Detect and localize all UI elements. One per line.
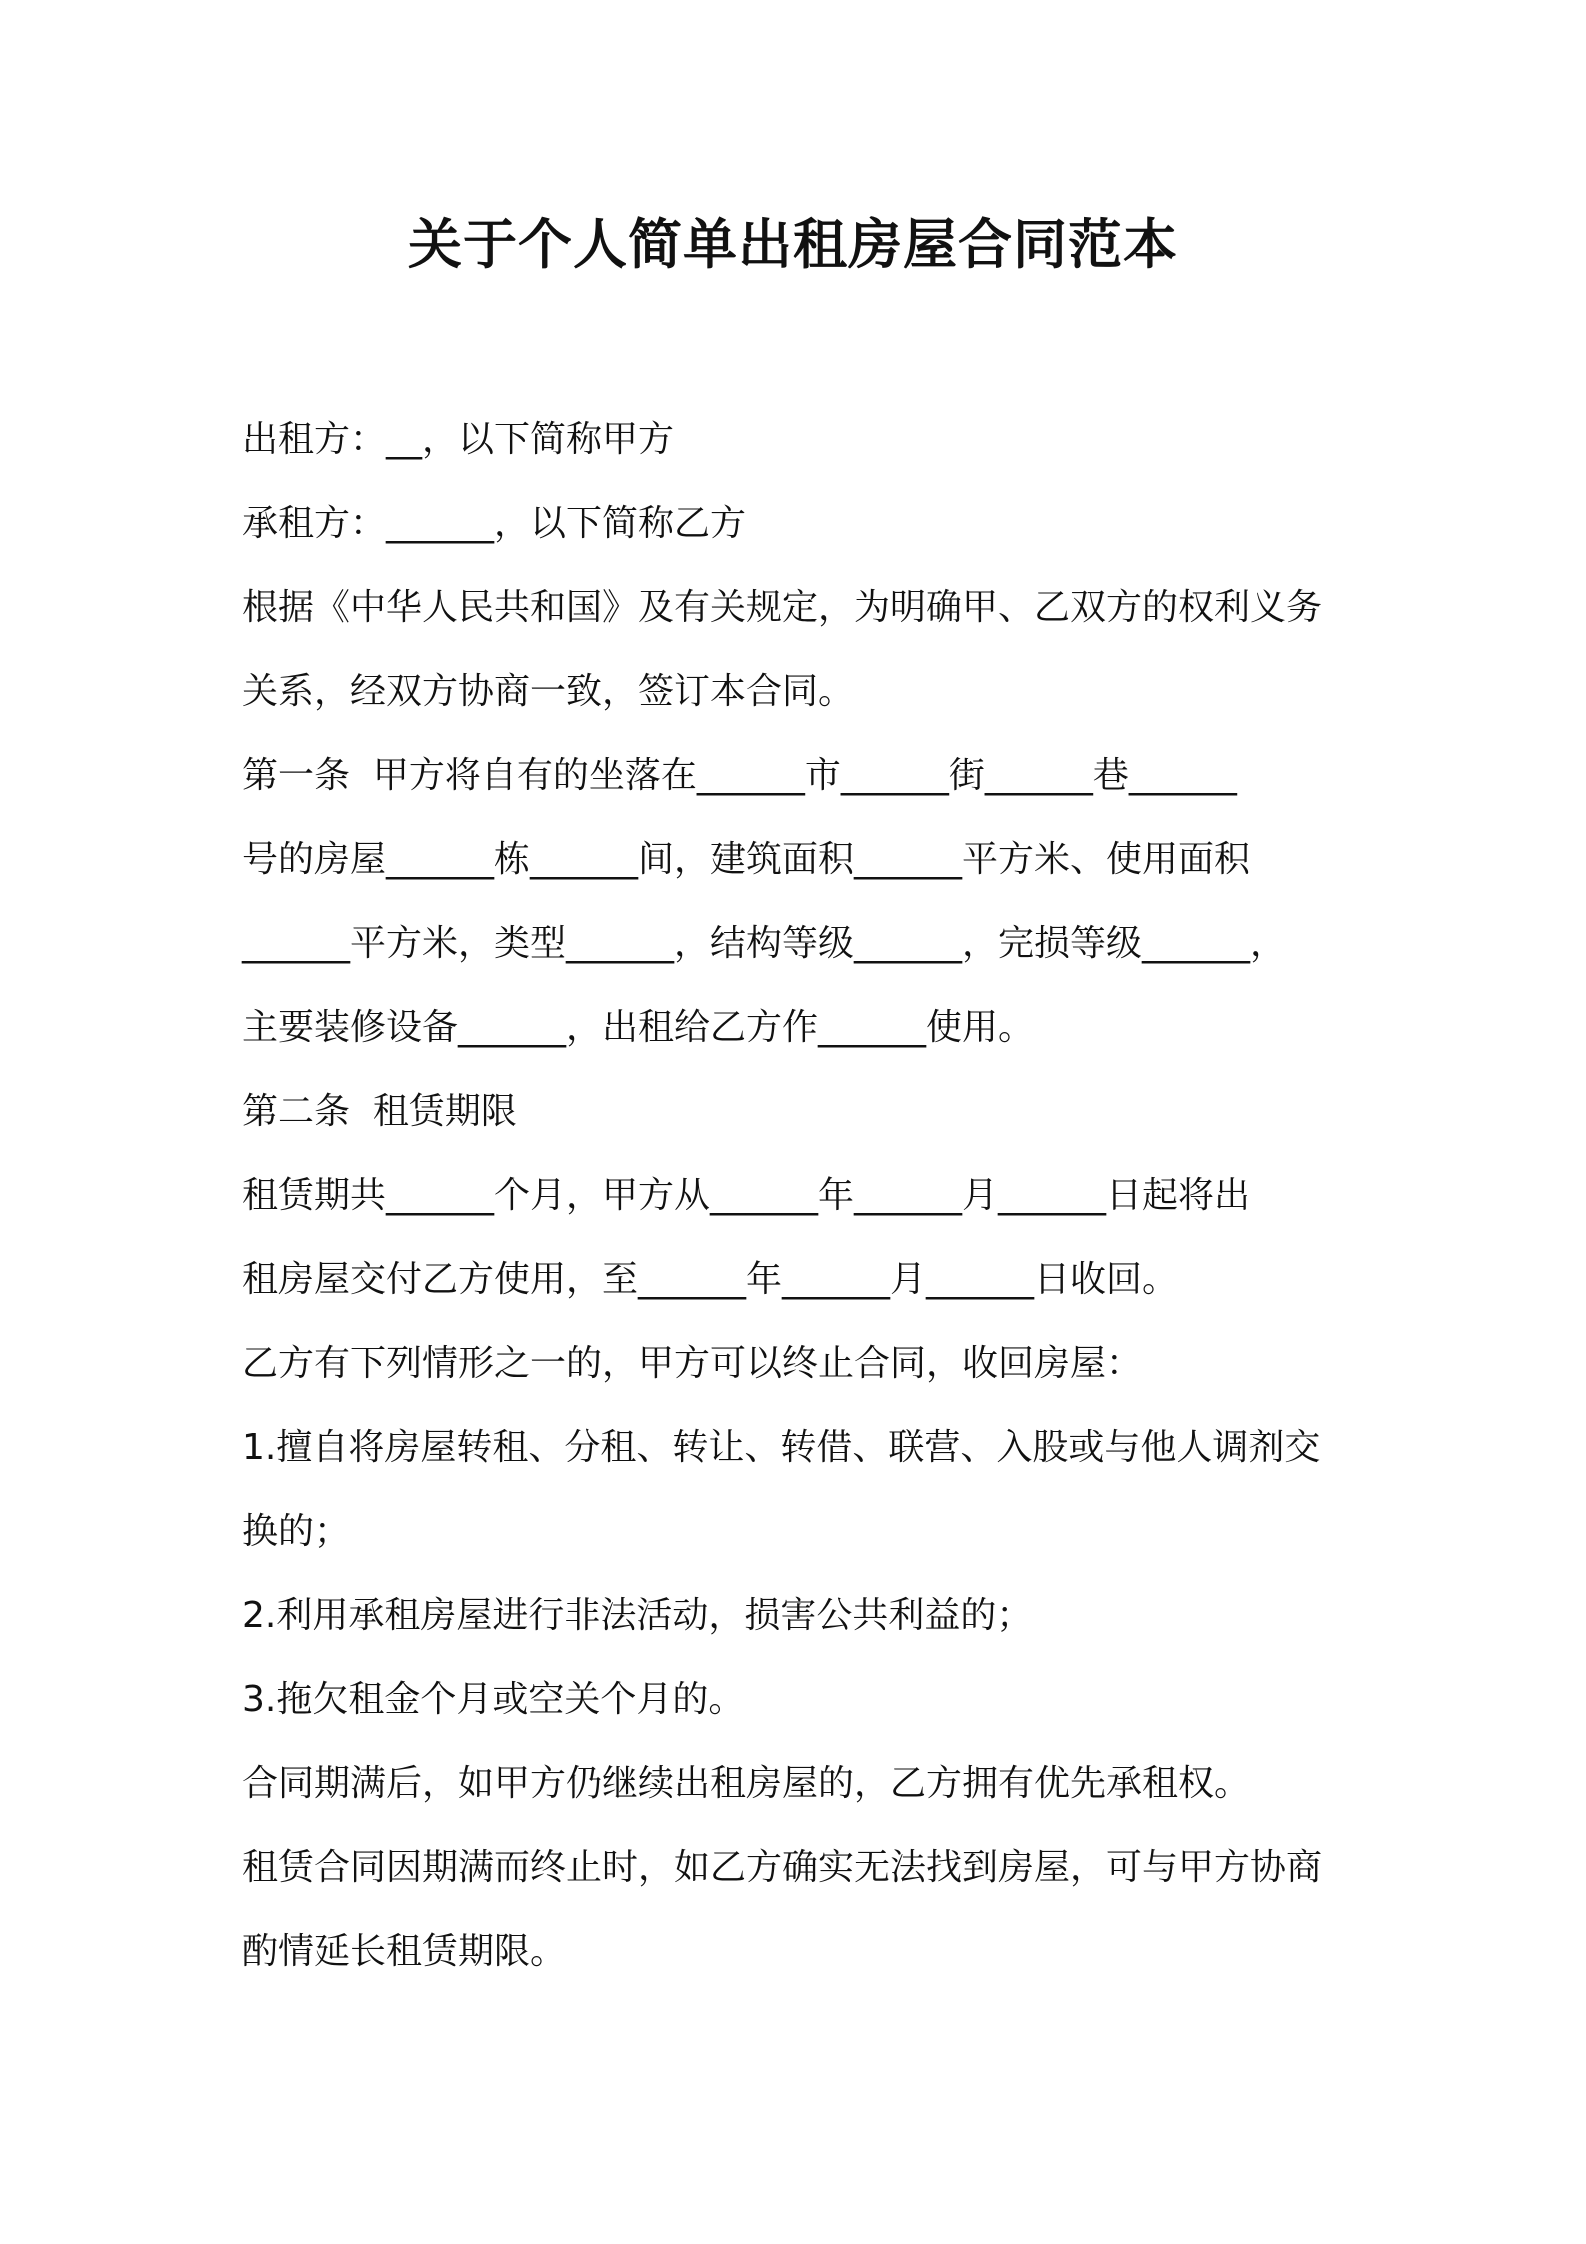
extension-line-2: 酌情延长租赁期限。 bbox=[242, 1931, 567, 1972]
preamble-line-2: 关系，经双方协商一致，签订本合同。 bbox=[242, 671, 855, 712]
article-1-line-3: ______平方米，类型______，结构等级______，完损等级______， bbox=[242, 923, 1287, 964]
document-body bbox=[242, 398, 1372, 1994]
termination-item-1-line-1: 1.擅自将房屋转租、分租、转让、转借、联营、入股或与他人调剂交 bbox=[242, 1427, 1321, 1468]
article-2-heading: 第二条 租赁期限 bbox=[242, 1091, 517, 1132]
lessee-line: 承租方：______，以下简称乙方 bbox=[242, 503, 747, 544]
termination-item-2: 2.利用承租房屋进行非法活动，损害公共利益的； bbox=[242, 1595, 1033, 1636]
renewal-priority-line: 合同期满后，如甲方仍继续出租房屋的，乙方拥有优先承租权。 bbox=[242, 1763, 1251, 1804]
article-1-line-1: 第一条 甲方将自有的坐落在______市______街______巷______ bbox=[242, 755, 1237, 796]
termination-intro: 乙方有下列情形之一的，甲方可以终止合同，收回房屋： bbox=[242, 1343, 1143, 1384]
lessor-line: 出租方：__，以下简称甲方 bbox=[242, 419, 675, 460]
lease-term-line-1: 租赁期共______个月，甲方从______年______月______日起将出 bbox=[242, 1175, 1251, 1216]
lease-term-line-2: 租房屋交付乙方使用，至______年______月______日收回。 bbox=[242, 1259, 1179, 1300]
article-1-line-2: 号的房屋______栋______间，建筑面积______平方米、使用面积 bbox=[242, 839, 1251, 880]
extension-line-1: 租赁合同因期满而终止时，如乙方确实无法找到房屋，可与甲方协商 bbox=[242, 1847, 1323, 1888]
document-title: 关于个人简单出租房屋合同范本 bbox=[408, 213, 1178, 276]
article-1-line-4: 主要装修设备______，出租给乙方作______使用。 bbox=[242, 1007, 1035, 1048]
termination-item-3: 3.拖欠租金个月或空关个月的。 bbox=[242, 1679, 745, 1720]
preamble-line-1: 根据《中华人民共和国》及有关规定，为明确甲、乙双方的权利义务 bbox=[242, 587, 1323, 628]
termination-item-1-line-2: 换的； bbox=[242, 1511, 351, 1552]
